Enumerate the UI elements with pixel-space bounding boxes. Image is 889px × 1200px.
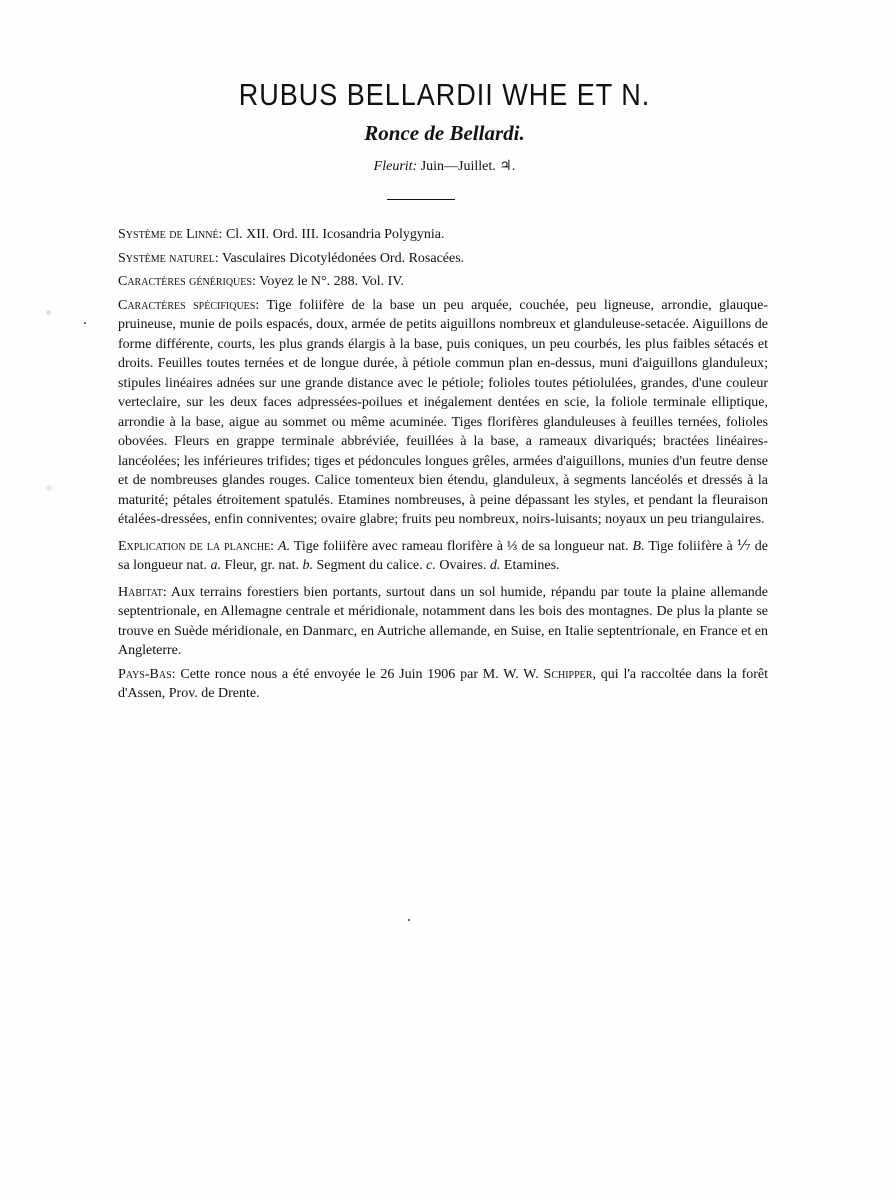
page-title: RUBUS BELLARDII WHE ET N.	[238, 78, 651, 112]
habitat-text: Aux terrains forestiers bien portants, surtout dans un sol humide, répandu par toute la plaine allemande septentrionale, en Allemagne centrale et méridionale, notamment dans les bois des montagnes. De plus la plante se trouve en Suède méridionale, en Danmarc, en Autriche allemande, en Suise, en Italie septentrionale, en France et en Angleterre.	[118, 584, 768, 658]
paper-speck	[46, 485, 52, 491]
generiques-label: Caractères génériques:	[118, 274, 256, 289]
specifiques-text: Tige foliifère de la base un peu arquée, couchée, peu ligneuse, arrondie, glauque-pruineuse, munie de poils espacés, doux, armée de petits aiguillons nombreux et glanduleuse-setacée. Aiguillons de forme différente, courts, les plus grands élargis à la base, puis coniques, un peu courbés, les plus faibles sétacés et droits. Feuilles toutes ternées et de longue durée, à pétiole commun plan en-dessus, muni d'aiguillons glanduleux; stipules linéaires adnées sur une grande distance avec le pétiole; folioles toutes pétiolulées, grandes, d'une couleur verteclaire, sur les deux faces adpressées-poilues et inégalement dentées en scie, la foliole terminale elliptique, arrondie à la base, aigue au sommet ou même acuminée. Tiges florifères glanduleuses à feuilles ternées, folioles obovées. Fleurs en grappe terminale abbréviée, feuillées à la base, a rameaux divariqués; bractées linéaires-lancéolées; les inférieures trifides; tiges et pédoncules longues grêles, armées d'aiguillons, munies d'un feutre dense et de nombreuses glandes rouges. Calice tomenteux bien étendu, glanduleux, à segments lancéolés et dressés à la maturité; pétales étroitement spatulés. Etamines nombreuses, à peine dépassant les styles, et pendant la fleuraison étalées-dressées, enfin conniventes; ovaire glabre; fruits peu nombreux, noirs-luisants; noyaux un peu triangulaires.	[118, 297, 768, 527]
explication-b-letter: B.	[632, 538, 645, 554]
paysbas-text-2: qui l'a raccoltée dans la forêt d'Assen, Prov. de Drente.	[118, 666, 769, 701]
description-body	[118, 225, 768, 708]
explication-c-text: Ovaires.	[439, 558, 487, 573]
title-divider	[387, 199, 455, 200]
explication-a2-text: Fleur, gr. nat.	[224, 558, 300, 573]
linne-text: Cl. XII. Ord. III. Icosandria Polygynia.	[225, 227, 445, 242]
explication-label: Explication de la planche:	[118, 538, 275, 554]
naturel-label: Système naturel:	[118, 250, 219, 266]
linne-label: Système de Linné:	[118, 227, 223, 242]
explication-b2-letter: b.	[302, 558, 314, 573]
generiques-text: Voyez le N°. 288. Vol. IV.	[259, 274, 405, 289]
page-subtitle: Ronce de Bellardi.	[364, 121, 525, 145]
naturel-text: Vasculaires Dicotylédonées Ord. Rosacées.	[221, 250, 465, 266]
explication-paragraph	[118, 537, 768, 576]
explication-a-letter: A.	[278, 538, 291, 554]
flowering-value: Juin—Juillet. ♃.	[420, 159, 516, 174]
naturel-paragraph	[118, 249, 768, 269]
explication-c-letter: c.	[426, 558, 436, 573]
habitat-label: Habitat:	[118, 584, 167, 600]
habitat-paragraph	[118, 583, 768, 661]
paper-speck	[408, 919, 410, 921]
explication-b-text: Tige foliifère à ⅐ de sa longueur nat.	[118, 538, 768, 573]
paper-speck	[84, 322, 86, 324]
explication-a2-letter: a.	[210, 558, 222, 573]
specifiques-label: Caractères spécifiques:	[118, 297, 260, 313]
paysbas-paragraph	[118, 665, 768, 704]
paysbas-text: Cette ronce nous a été envoyée le 26 Juin 1906 par M. W. W.	[180, 666, 539, 682]
explication-a-text: Tige foliifère avec rameau florifère à ⅓ de sa longueur nat.	[293, 538, 629, 554]
paysbas-label: Pays-Bas:	[118, 666, 176, 682]
paysbas-collector-name: Schipper,	[543, 666, 596, 682]
explication-b2-text: Segment du calice.	[316, 558, 423, 573]
explication-d-letter: d.	[489, 558, 501, 573]
linne-paragraph	[118, 225, 768, 245]
paper-speck	[46, 310, 51, 315]
flowering-label: Fleurit:	[373, 159, 418, 174]
specifiques-paragraph	[118, 296, 768, 530]
flowering-line	[0, 158, 889, 175]
generiques-paragraph	[118, 272, 768, 292]
explication-d-text: Etamines.	[503, 558, 560, 573]
